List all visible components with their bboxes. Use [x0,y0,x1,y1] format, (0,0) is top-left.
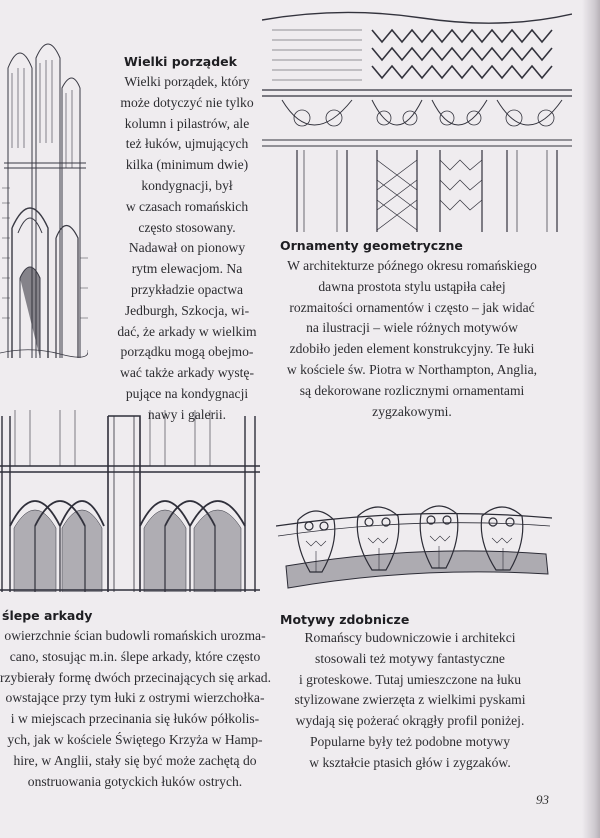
text-line: Romańscy budowniczowie i architekci [304,630,516,645]
text-line: w czasach romańskich [125,198,249,214]
slepe-arkady-text [0,626,270,792]
text-line: też łuków, ujmujących [125,136,249,152]
text-line: kondygnacji, był [141,177,233,193]
text-line: owstające przy tym łuki z ostrymi wierzchołka- [5,690,265,706]
text-line: stylizowane zwierzęta z wielkimi pyskami [294,692,526,708]
text-line: cano, stosując m.in. ślepe arkady, które często [9,648,261,664]
wielki-porzadek-heading: Wielki porządek [124,54,237,69]
text-line: Wielki porządek, który [124,74,250,89]
slepe-arkady-heading: ślepe arkady [2,608,93,623]
text-line: W architekturze późnego okresu romańskiego [287,258,537,273]
motywy-zdobnicze-heading: Motywy zdobnicze [280,612,410,627]
ornamenty-geometryczne-text [254,256,570,422]
blind-arcades-illustration [0,406,260,592]
text-line: kilka (minimum dwie) [125,157,249,173]
text-line: wać także arkady wystę- [120,365,254,381]
text-line: wydają się pożerać okrągły profil poniżej. [295,713,525,729]
text-line: może dotyczyć nie tylko [120,94,254,110]
grotesque-beakheads-illustration [276,496,552,592]
text-line: rzybierały formę dwóch przecinających się arkad. [0,669,271,685]
geometric-ornament-capitals-illustration [262,10,572,232]
text-line: zdobiło jeden element konstrukcyjny. Te łuki [289,341,535,357]
text-line: w kształcie ptasich głów i zygzaków. [309,754,511,770]
text-line: na ilustracji – wiele różnych motywów [306,320,518,336]
ornamenty-geometryczne-heading: Ornamenty geometryczne [280,238,463,253]
text-line: rozmaitości ornamentów i często – jak widać [289,299,535,315]
text-line: Nadawał on pionowy [128,240,246,256]
motywy-zdobnicze-text [260,628,560,774]
text-line: Jedburgh, Szkocja, wi- [124,302,250,318]
text-line: przykładzie opactwa [130,281,244,297]
text-line: pujące na kondygnacji [125,385,249,401]
book-spine-shadow [582,0,600,838]
text-line: rytm elewacjom. Na [131,261,243,277]
text-line: onstruowania gotyckich łuków ostrych. [27,773,243,789]
text-line: Popularne były też podobne motywy [309,733,511,749]
text-line: stosowali też motywy fantastyczne [315,650,505,666]
text-line: porządku mogą obejmo- [120,344,254,360]
page-number: 93 [536,792,549,807]
text-line: dawna prostota stylu ustąpiła całej [318,278,506,294]
jedburgh-abbey-illustration [0,28,88,358]
text-line: są dekorowane rozlicznymi ornamentami [299,382,525,398]
wielki-porzadek-text [104,72,270,426]
text-line: kolumn i pilastrów, ale [124,115,250,131]
text-line: w kościele św. Piotra w Northampton, Anglia, [286,361,538,377]
text-line: owierzchnie ścian budowli romańskich urozma- [4,628,266,643]
text-line: nawy i galerii. [147,406,227,422]
text-line: zygzakowymi. [372,403,452,419]
text-line: dać, że arkady w wielkim [117,323,257,339]
text-line: i groteskowe. Tutaj umieszczone na łuku [299,671,521,687]
text-line: ych, jak w kościele Świętego Krzyża w Hamp- [7,731,263,747]
text-line: często stosowany. [138,219,236,235]
text-line: i w miejscach przecinania się łuków półkolis- [10,711,260,727]
text-line: hire, w Anglii, stały się być może zachętą do [13,752,257,768]
